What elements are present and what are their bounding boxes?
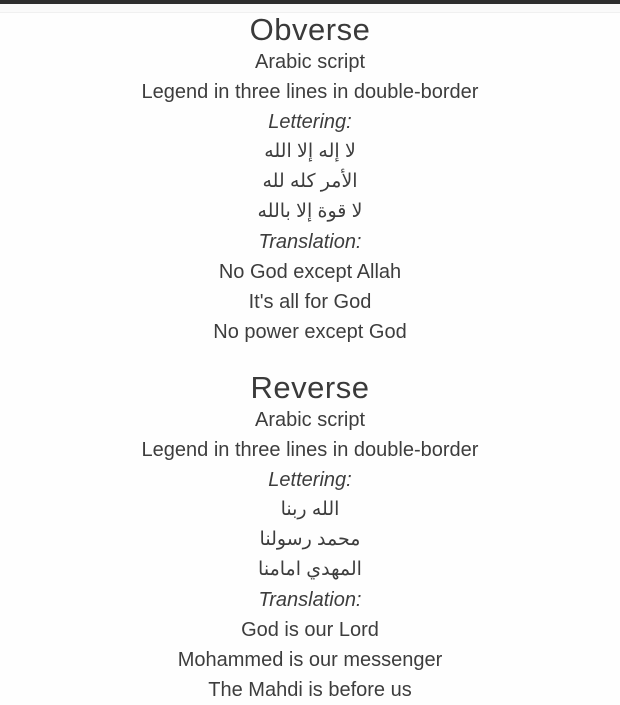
reverse-script-type: Arabic script [254,409,366,431]
obverse-lettering-line-3: لا قوة إلا بالله [257,201,363,222]
reverse-lettering-line-3: المهدي امامنا [258,559,362,580]
obverse-lettering-label: Lettering: [268,111,352,133]
obverse-legend-description: Legend in three lines in double-border [141,81,479,103]
obverse-script-type: Arabic script [254,51,366,73]
reverse-lettering-line-2: محمد رسولنا [259,529,361,550]
reverse-translation-label: Translation: [258,589,362,611]
obverse-translation-line-1: No God except Allah [218,261,402,283]
obverse-translation-line-2: It's all for God [248,291,372,313]
reverse-section [0,371,620,705]
obverse-title: Obverse [249,12,371,47]
obverse-translation-label: Translation: [258,231,362,253]
reverse-lettering-line-1: الله ربنا [280,499,340,520]
obverse-translation-line-3: No power except God [213,321,407,343]
obverse-section [0,13,620,347]
obverse-lettering-line-2: الأمر كله لله [262,171,358,192]
reverse-lettering-label: Lettering: [268,469,352,491]
obverse-lettering-line-1: لا إله إلا الله [264,141,356,162]
reverse-translation-line-1: God is our Lord [241,619,379,641]
reverse-translation-line-3: The Mahdi is before us [208,679,412,701]
reverse-translation-line-2: Mohammed is our messenger [177,649,443,671]
reverse-title: Reverse [250,370,370,405]
coin-description-content [0,3,620,705]
reverse-legend-description: Legend in three lines in double-border [141,439,479,461]
